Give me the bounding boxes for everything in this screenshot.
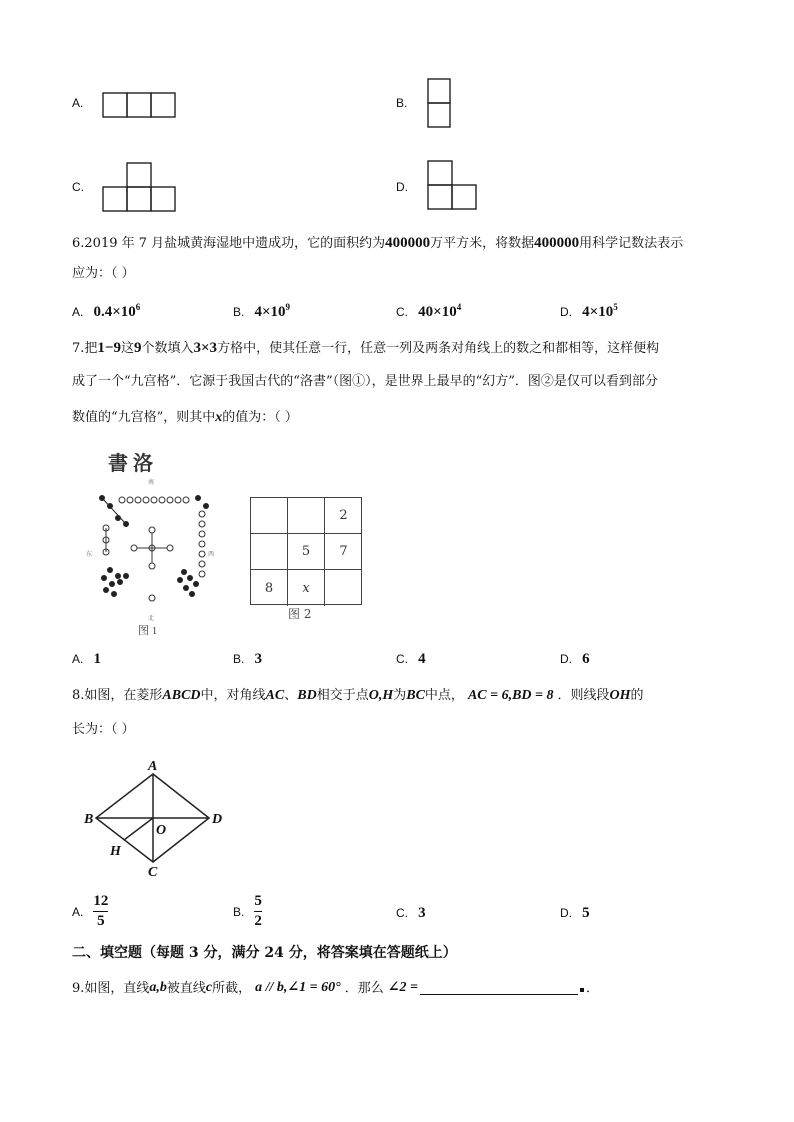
- q8-label-a: A: [148, 759, 158, 774]
- q7-option-d-label: D.: [560, 652, 572, 666]
- grid-cell: 2: [325, 498, 362, 534]
- q9-lines-ab: a,b: [149, 980, 167, 995]
- q6-text-b: 万平方米，将数据: [430, 236, 535, 251]
- q7-text-e: 数值的“九宫格”，则其中: [72, 410, 216, 425]
- q8-text-g: 的: [630, 688, 644, 703]
- q7-count: 9: [133, 340, 142, 356]
- q8-option-a[interactable]: [72, 894, 108, 929]
- q6-option-d-label: D.: [560, 305, 572, 319]
- q8-option-d-label: D.: [560, 906, 572, 920]
- q6-option-c-label: C.: [396, 305, 408, 319]
- q9-text-c: 所截，: [212, 981, 252, 996]
- q9-condition: a // b,∠1 = 60°: [255, 980, 341, 995]
- q6-option-c-exp: 4: [456, 302, 462, 312]
- q7-option-b-label: B.: [233, 652, 245, 666]
- q7-option-d-value: 6: [582, 651, 590, 667]
- q7-option-b-value: 3: [254, 651, 262, 667]
- q8-option-b-label: B.: [233, 904, 245, 919]
- q8-option-d[interactable]: [560, 905, 590, 922]
- q5-option-b-figure: [425, 76, 455, 132]
- q8-text-b: 中，对角线: [200, 688, 266, 703]
- q6-option-b-base: 4×10: [254, 304, 286, 320]
- q5-option-a-figure: [100, 90, 180, 120]
- grid-cell: 8: [251, 570, 288, 606]
- q6-option-a[interactable]: [72, 302, 140, 321]
- q8-option-c-value: 3: [418, 905, 426, 921]
- q9-line-c: c: [205, 980, 213, 995]
- q8-label-h: H: [110, 844, 121, 859]
- q7-option-a-value: 1: [93, 651, 101, 667]
- q6-option-a-label: A.: [72, 305, 84, 319]
- q7-option-c[interactable]: [396, 651, 426, 668]
- q8-option-b-fraction: [254, 894, 262, 929]
- q5-option-c-label[interactable]: C.: [72, 180, 84, 194]
- q8-option-a-fraction: [93, 894, 108, 929]
- q6-option-c-base: 40×10: [418, 304, 457, 320]
- q8-option-b-num: 5: [254, 893, 262, 909]
- q6-option-b-exp: 9: [285, 302, 291, 312]
- q8-seg-oh: OH: [609, 688, 631, 703]
- q7-text-f: 的值为：（ ）: [222, 410, 298, 425]
- q6-text-a: 6.2019 年 7 月盐城黄海湿地中遗成功，它的面积约为: [72, 236, 386, 251]
- q6-stem-line1: [72, 236, 683, 251]
- q8-diag-ac: AC: [265, 688, 285, 703]
- q7-luoshu-figure: [80, 448, 230, 640]
- q5-option-b-label[interactable]: B.: [396, 96, 408, 110]
- q6-option-d[interactable]: [560, 302, 618, 321]
- q8-side-bc: BC: [406, 688, 425, 703]
- q7-luoshu-east: 东: [86, 552, 93, 558]
- q7-magic-grid: [250, 497, 362, 605]
- q7-stem-line2: 成了一个“九宫格”．它源于我国古代的“洛書”（图①），是世界上最早的“幻方”．图②是仅可以看到部分: [72, 374, 658, 389]
- q5-option-c-figure: [100, 160, 180, 214]
- grid-cell: [325, 570, 362, 606]
- q7-stem-line3: [72, 411, 298, 425]
- q8-stem-line1: [72, 689, 644, 703]
- q6-option-d-base: 4×10: [582, 304, 614, 320]
- q7-text-a: 7.把: [72, 341, 98, 356]
- q7-luoshu-south: 南: [148, 480, 155, 486]
- q6-stem-line2: 应为：（ ）: [72, 266, 135, 281]
- q7-option-c-label: C.: [396, 652, 408, 666]
- q8-label-d: D: [212, 812, 223, 827]
- q8-text-a: 8.如图，在菱形: [72, 688, 163, 703]
- q8-diag-bd: BD: [297, 688, 317, 703]
- q6-option-b-label: B.: [233, 305, 245, 319]
- q5-option-d-label[interactable]: D.: [396, 180, 408, 194]
- q8-text-d: 为: [393, 688, 407, 703]
- q8-label-c: C: [148, 865, 158, 880]
- q7-variable: x: [215, 410, 223, 425]
- q8-sep: 、: [284, 688, 298, 703]
- q8-option-a-den: 5: [97, 913, 105, 929]
- q7-stem-line1: [72, 341, 659, 356]
- grid-cell: [288, 498, 325, 534]
- q7-option-b[interactable]: [233, 651, 262, 668]
- grid-cell: [251, 534, 288, 570]
- q8-text-f: ．则线段: [557, 688, 610, 703]
- q7-option-d[interactable]: [560, 651, 590, 668]
- q8-points: O,H: [368, 688, 394, 703]
- q9-stem: [72, 980, 599, 995]
- q7-fig1-caption: 图 1: [138, 625, 158, 637]
- q8-option-c-label: C.: [396, 906, 408, 920]
- q6-option-a-exp: 6: [135, 302, 141, 312]
- q9-answer-blank[interactable]: [420, 980, 578, 995]
- q6-text-c: 用科学记数法表示: [579, 236, 684, 251]
- q6-option-a-value: [93, 304, 140, 320]
- q5-option-d-figure: [425, 158, 479, 214]
- q8-rhombus-figure: [78, 756, 238, 880]
- q7-luoshu-west: 西: [208, 552, 215, 558]
- q8-stem-line2: 长为：（ ）: [72, 722, 135, 737]
- q8-text-e: 中点，: [424, 688, 464, 703]
- q8-text-c: 相交于点: [316, 688, 369, 703]
- q6-number-1: 400000: [385, 235, 431, 251]
- q7-text-b: 这: [120, 341, 134, 356]
- q9-blank-mark: [580, 988, 584, 992]
- q6-option-b[interactable]: [233, 302, 290, 321]
- q8-given: AC = 6,BD = 8: [467, 688, 554, 703]
- q7-text-c: 个数填入: [141, 341, 194, 356]
- q6-option-c-value: [418, 304, 461, 320]
- q6-option-d-value: [582, 304, 618, 320]
- q9-angle-2: ∠2 =: [387, 980, 418, 995]
- q7-grid-size: 3×3: [193, 340, 218, 356]
- q8-option-b-den: 2: [254, 913, 262, 929]
- q7-fig2-caption: 图 2: [288, 607, 312, 621]
- q8-option-b[interactable]: [233, 894, 262, 929]
- q7-option-a-label: A.: [72, 652, 84, 666]
- q8-rhombus: ABCD: [162, 688, 201, 703]
- q6-option-a-base: 0.4×10: [93, 304, 136, 320]
- grid-cell: [251, 498, 288, 534]
- q7-luoshu-north: 北: [148, 616, 155, 622]
- q9-text-a: 9.如图，直线: [72, 981, 150, 996]
- q5-option-a-label[interactable]: A.: [72, 96, 84, 110]
- grid-cell: 5: [288, 534, 325, 570]
- q7-option-a[interactable]: [72, 651, 101, 668]
- q7-grid-figure: [250, 497, 362, 623]
- q6-option-c[interactable]: [396, 302, 461, 321]
- q8-label-o: O: [156, 823, 167, 838]
- q6-option-b-value: [254, 304, 290, 320]
- q6-option-d-exp: 5: [613, 302, 618, 312]
- grid-cell: x: [288, 570, 325, 606]
- q7-luoshu-title: 書 洛: [108, 453, 153, 475]
- q8-option-c[interactable]: [396, 905, 426, 922]
- q6-number-2: 400000: [534, 235, 580, 251]
- q8-option-d-value: 5: [582, 905, 590, 921]
- q9-text-b: 被直线: [166, 981, 206, 996]
- grid-cell: 7: [325, 534, 362, 570]
- q8-label-b: B: [84, 812, 94, 827]
- section-2-title: 二、填空题（每题 3 分，满分 24 分，将答案填在答题纸上）: [72, 945, 457, 961]
- q8-option-a-label: A.: [72, 904, 84, 919]
- q9-text-d: ．那么: [344, 981, 384, 996]
- q8-option-a-num: 12: [93, 893, 109, 909]
- q7-option-c-value: 4: [418, 651, 426, 667]
- q7-text-d: 方格中，使其任意一行，任意一列及两条对角线上的数之和都相等，这样便构: [217, 341, 660, 356]
- q7-range: 1−9: [97, 340, 121, 356]
- q9-end: ．: [585, 981, 599, 996]
